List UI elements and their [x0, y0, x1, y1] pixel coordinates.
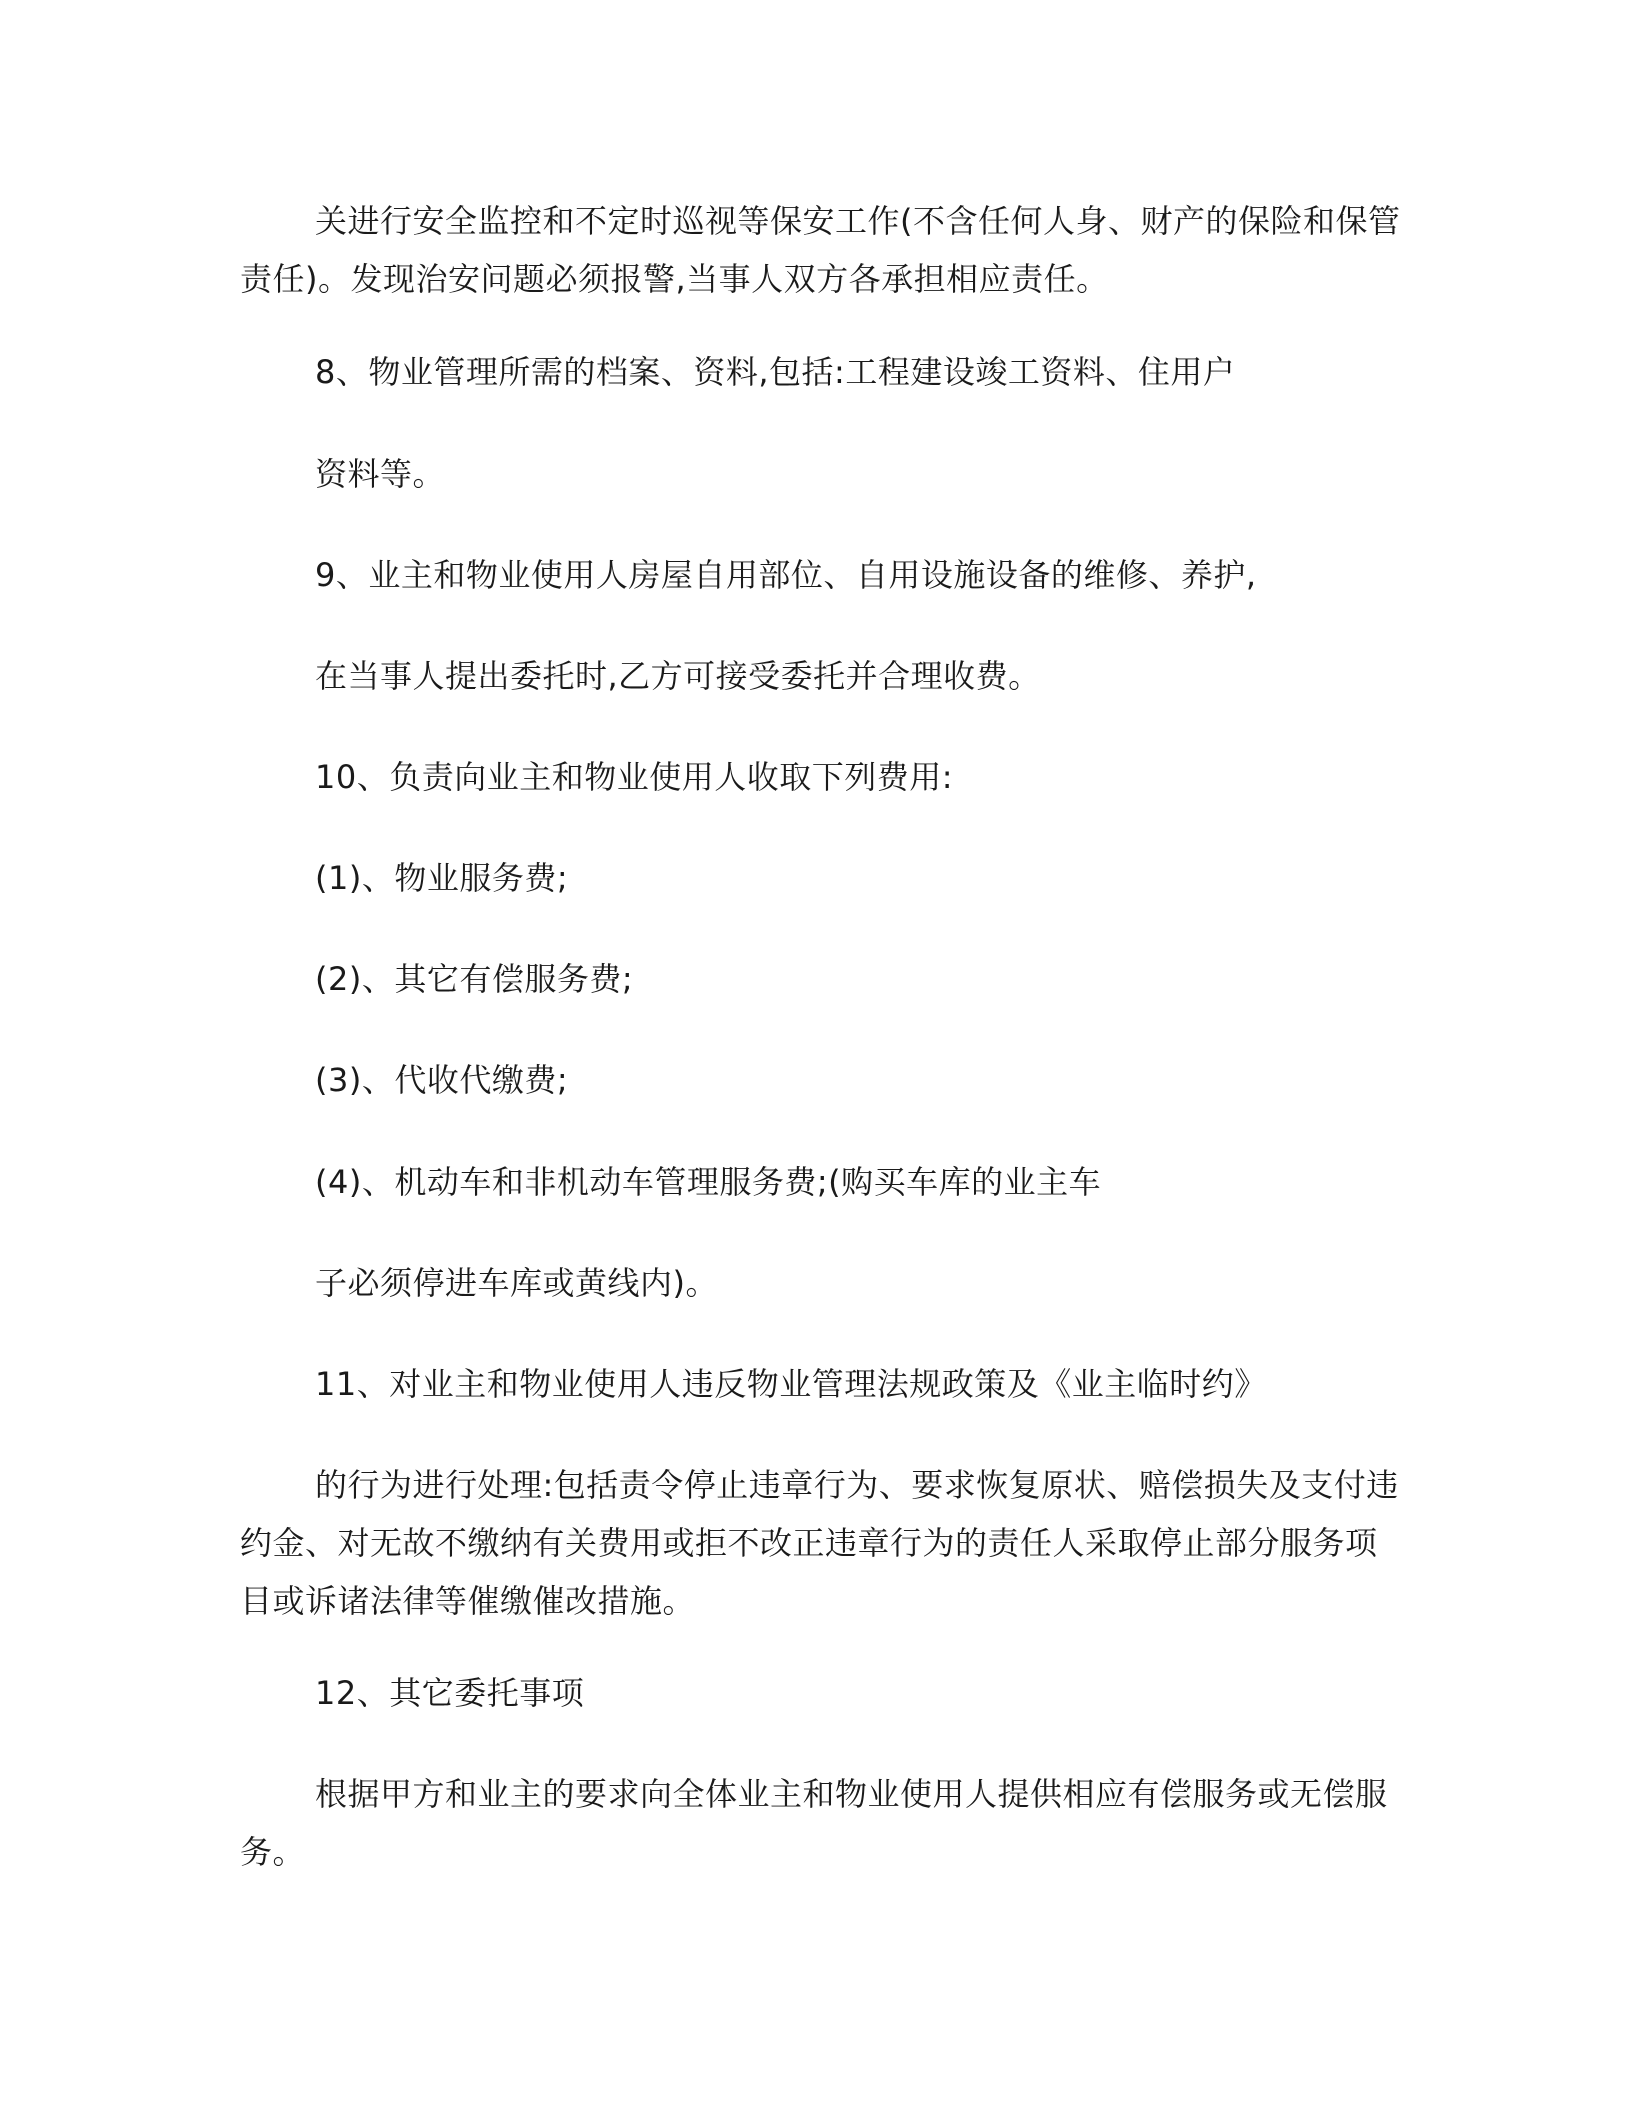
text-line: 在当事人提出委托时,乙方可接受委托并合理收费。 [315, 657, 1041, 695]
paragraph-item-12 [240, 1664, 1370, 1722]
paragraph-security [240, 192, 1401, 308]
paragraph-fee-1 [240, 849, 1370, 907]
text-line: (4)、机动车和非机动车管理服务费;(购买车库的业主车 [315, 1163, 1102, 1201]
paragraph-item-9-cont [240, 647, 1370, 705]
text-line: 11、对业主和物业使用人违反物业管理法规政策及《业主临时约》 [315, 1365, 1267, 1403]
text-line: 资料等。 [315, 455, 446, 493]
paragraph-item-12-cont [240, 1765, 1388, 1881]
text-line: 子必须停进车库或黄线内)。 [315, 1264, 718, 1302]
text-line: 关进行安全监控和不定时巡视等保安工作(不含任何人身、财产的保险和保管 [315, 202, 1401, 240]
text-line: 8、物业管理所需的档案、资料,包括:工程建设竣工资料、住用户 [315, 353, 1236, 391]
text-line: 根据甲方和业主的要求向全体业主和物业使用人提供相应有偿服务或无偿服 [315, 1775, 1388, 1813]
text-line: (2)、其它有偿服务费; [315, 960, 634, 998]
text-line: 12、其它委托事项 [315, 1674, 585, 1712]
text-line: 务。 [240, 1833, 306, 1871]
paragraph-fee-4-cont [240, 1254, 1370, 1312]
paragraph-item-11 [240, 1355, 1370, 1413]
paragraph-fee-2 [240, 950, 1370, 1008]
text-line: (1)、物业服务费; [315, 859, 569, 897]
text-line: (3)、代收代缴费; [315, 1061, 569, 1099]
text-line: 约金、对无故不缴纳有关费用或拒不改正违章行为的责任人采取停止部分服务项 [240, 1524, 1378, 1562]
paragraph-item-10 [240, 748, 1370, 806]
text-line: 目或诉诸法律等催缴催改措施。 [240, 1582, 696, 1620]
text-line: 10、负责向业主和物业使用人收取下列费用: [315, 758, 954, 796]
text-line: 的行为进行处理:包括责令停止违章行为、要求恢复原状、赔偿损失及支付违 [315, 1466, 1399, 1504]
paragraph-item-8 [240, 343, 1370, 401]
paragraph-item-8-cont [240, 445, 1370, 503]
paragraph-item-11-cont [240, 1456, 1399, 1630]
text-line: 责任)。发现治安问题必须报警,当事人双方各承担相应责任。 [240, 260, 1109, 298]
paragraph-fee-3 [240, 1051, 1370, 1109]
paragraph-item-9 [240, 546, 1370, 604]
text-line: 9、业主和物业使用人房屋自用部位、自用设施设备的维修、养护, [315, 556, 1257, 594]
paragraph-fee-4 [240, 1153, 1370, 1211]
